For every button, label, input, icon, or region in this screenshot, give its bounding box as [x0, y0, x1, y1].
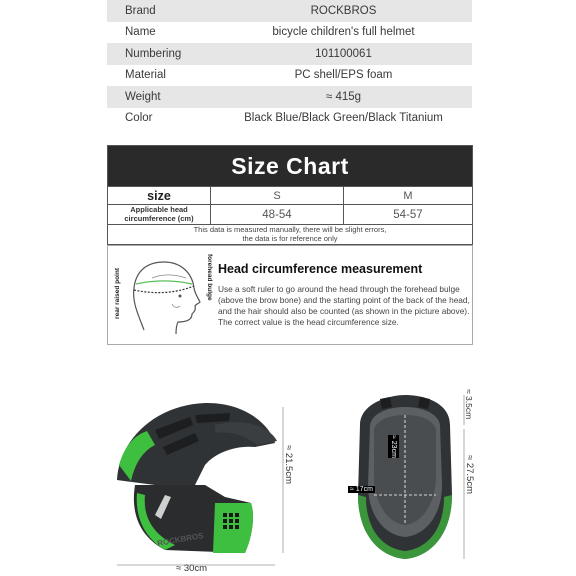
spec-row-color — [107, 108, 472, 130]
length-dimension: ≈ 30cm — [176, 563, 208, 574]
note-line1: This data is measured manually, there will be slight errors, — [193, 225, 387, 234]
spec-value: PC shell/EPS foam — [294, 69, 393, 82]
measurement-text: Use a soft ruler to go around the head through the forehead bulge (above the brow bone) and the starting point of the back of the head, and the hair should also be counted (as shown in the picture above). The correct value is the head circumference size. — [218, 284, 470, 327]
size-m: M — [403, 189, 413, 202]
rear-point-label: rear raised point — [114, 268, 121, 319]
measurement-title: Head circumference measurement — [218, 262, 423, 276]
spec-row-numbering — [107, 43, 472, 65]
note-line2: the data is for reference only — [242, 233, 338, 243]
spec-value: Black Blue/Black Green/Black Titanium — [244, 112, 443, 125]
size-chart — [107, 145, 473, 245]
measurement-section — [107, 245, 473, 345]
spec-table — [107, 0, 472, 129]
spec-key: Brand — [125, 4, 156, 17]
circumference-label-line2: circumference (cm) — [124, 213, 194, 223]
forehead-label: forehead bulge — [206, 254, 213, 301]
spec-row-brand — [107, 0, 472, 22]
spec-key: Weight — [125, 90, 161, 103]
inner-height-dimension: ≈ 23cm — [390, 435, 397, 458]
helmet-side-icon — [95, 385, 295, 575]
spec-row-weight — [107, 86, 472, 108]
side-height-dimension: ≈ 21.5cm — [283, 445, 294, 485]
spec-value: 101100061 — [315, 47, 372, 60]
spec-value: ROCKBROS — [310, 4, 377, 17]
brand-mark: ROCKBROS — [156, 531, 205, 548]
spec-value: bicycle children's full helmet — [272, 26, 415, 39]
spec-key: Numbering — [125, 47, 182, 60]
spec-row-material — [107, 65, 472, 87]
size-s: S — [211, 187, 344, 204]
spec-row-name — [107, 22, 472, 44]
size-label: size — [108, 187, 211, 204]
spec-key: Name — [125, 26, 156, 39]
inner-width-dimension: ≈ 17cm — [350, 486, 373, 493]
spec-key: Color — [125, 112, 153, 125]
helmet-front-view — [330, 385, 490, 575]
visor-dimension: ≈ 3.5cm — [464, 389, 474, 420]
head-illustration — [112, 250, 224, 342]
size-chart-note — [108, 224, 472, 244]
circumference-label-line1: Applicable head — [130, 205, 188, 214]
circumference-label — [108, 205, 211, 224]
size-chart-title: Size Chart — [108, 146, 472, 186]
circumference-s: 48-54 — [211, 205, 344, 224]
circumference-m: 54-57 — [393, 208, 423, 221]
spec-key: Material — [125, 69, 166, 82]
spec-value: ≈ 415g — [325, 90, 362, 103]
front-height-dimension: ≈ 27.5cm — [464, 455, 475, 495]
helmet-side-view — [95, 385, 295, 575]
circumference-row — [108, 204, 472, 224]
size-row — [108, 186, 472, 204]
